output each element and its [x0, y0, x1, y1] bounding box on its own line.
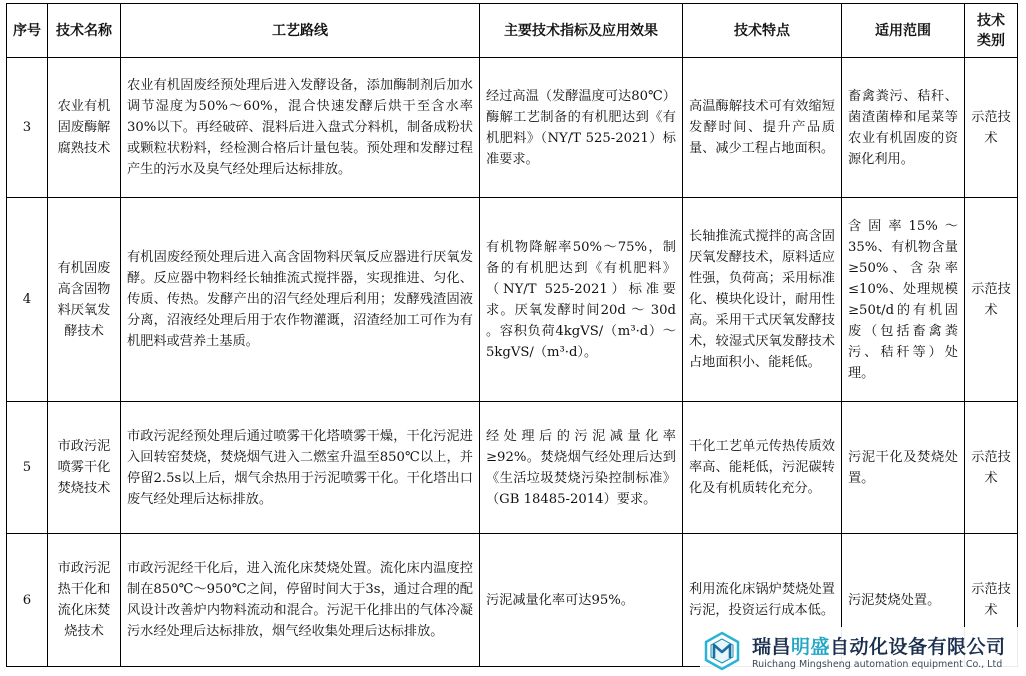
- header-process: 工艺路线: [121, 4, 480, 58]
- cell-process: 有机固废经预处理后进入高含固物料厌氧反应器进行厌氧发酵。反应器中物料经长轴推流式搅拌器，实现推进、匀化、传质、传热。发酵产出的沼气经处理后利用；发酵残渣固液分离，沼液经处理后用于农作物灌溉，沼渣经加工可作为有机肥料或营养土基质。: [121, 198, 480, 402]
- cell-no: 3: [7, 58, 48, 198]
- cell-scope: 污泥干化及焚烧处置。: [842, 402, 965, 534]
- cell-category: 示范技术: [965, 58, 1018, 198]
- table-row: [7, 198, 1018, 402]
- header-no: 序号: [7, 4, 48, 58]
- header-features: 技术特点: [683, 4, 842, 58]
- cell-features: 利用流化床锅炉焚烧处置污泥，投资运行成本低。: [683, 534, 842, 667]
- cell-indicators: 有机物降解率50%～75%，制备的有机肥达到《有机肥料》（NY/T 525-2021）标准要求。厌氧发酵时间20d ～ 30d 。容积负荷4kgVS/（m³·d）～5kgVS/（m³·d）。: [480, 198, 683, 402]
- cell-features: 干化工艺单元传热传质效率高、能耗低，污泥碳转化及有机质转化充分。: [683, 402, 842, 534]
- cell-category: 示范技术: [965, 534, 1018, 667]
- table-row: [7, 58, 1018, 198]
- company-name-cn: 瑞昌明盛自动化设备有限公司: [752, 636, 1006, 658]
- cell-no: 6: [7, 534, 48, 667]
- header-indicators: 主要技术指标及应用效果: [480, 4, 683, 58]
- cell-name: 市政污泥喷雾干化焚烧技术: [48, 402, 121, 534]
- header-category: 技术类别: [965, 4, 1018, 58]
- header-row: [7, 4, 1018, 58]
- company-watermark: [700, 627, 1026, 676]
- cell-name: 农业有机固废酶解腐熟技术: [48, 58, 121, 198]
- mingsheng-logo-icon: [702, 631, 742, 671]
- table-row: [7, 402, 1018, 534]
- technology-table: [6, 3, 1018, 667]
- cell-process: 市政污泥经预处理后通过喷雾干化塔喷雾干燥，干化污泥进入回转窑焚烧，焚烧烟气进入二燃室升温至850℃以上，并停留2.5s以上后，烟气余热用于污泥喷雾干化。干化塔出口废气经处理后达标排放。: [121, 402, 480, 534]
- cell-features: 长轴推流式搅拌的高含固厌氧发酵技术，原料适应性强，负荷高；采用标准化、模块化设计，耐用性高。采用干式厌氧发酵技术，较湿式厌氧发酵技术占地面积小、能耗低。: [683, 198, 842, 402]
- cell-no: 4: [7, 198, 48, 402]
- cell-category: 示范技术: [965, 402, 1018, 534]
- cell-indicators: 污泥减量化率可达95%。: [480, 534, 683, 667]
- cell-name: 有机固废高含固物料厌氧发酵技术: [48, 198, 121, 402]
- cell-category: 示范技术: [965, 198, 1018, 402]
- cell-scope: 污泥焚烧处置。: [842, 534, 965, 667]
- cell-indicators: 经处理后的污泥减量化率≥92%。焚烧烟气经处理后达到《生活垃圾焚烧污染控制标准》（GB 18485-2014）要求。: [480, 402, 683, 534]
- header-name: 技术名称: [48, 4, 121, 58]
- cell-name: 市政污泥热干化和流化床焚烧技术: [48, 534, 121, 667]
- cell-process: 农业有机固废经预处理后进入发酵设备，添加酶制剂后加水调节湿度为50%～60%，混合快速发酵后烘干至含水率30%以下。再经破碎、混料后进入盘式分料机，制备成粉状或颗粒状粉料，经检测合格后计量包装。预处理和发酵过程产生的污水及臭气经处理后达标排放。: [121, 58, 480, 198]
- company-name-en: Ruichang Mingsheng automation equipment Co., Ltd: [752, 659, 1003, 670]
- cell-scope: 畜禽粪污、秸秆、菌渣菌棒和尾菜等农业有机固废的资源化利用。: [842, 58, 965, 198]
- cell-no: 5: [7, 402, 48, 534]
- cell-features: 高温酶解技术可有效缩短发酵时间、提升产品质量、减少工程占地面积。: [683, 58, 842, 198]
- cell-process: 市政污泥经干化后，进入流化床焚烧处置。流化床内温度控制在850℃～950℃之间，停留时间大于3s，通过合理的配风设计改善炉内物料流动和混合。污泥干化排出的气体冷凝污水经处理后达标排放，烟气经收集处理后达标排放。: [121, 534, 480, 667]
- header-scope: 适用范围: [842, 4, 965, 58]
- cell-scope: 含固率15%～35%、有机物含量≥50%、含杂率≤10%、处理规模≥50t/d的有机固废（包括畜禽粪污、秸秆等）处理。: [842, 198, 965, 402]
- cell-indicators: 经过高温（发酵温度可达80℃）酶解工艺制备的有机肥达到《有机肥料》（NY/T 525-2021）标准要求。: [480, 58, 683, 198]
